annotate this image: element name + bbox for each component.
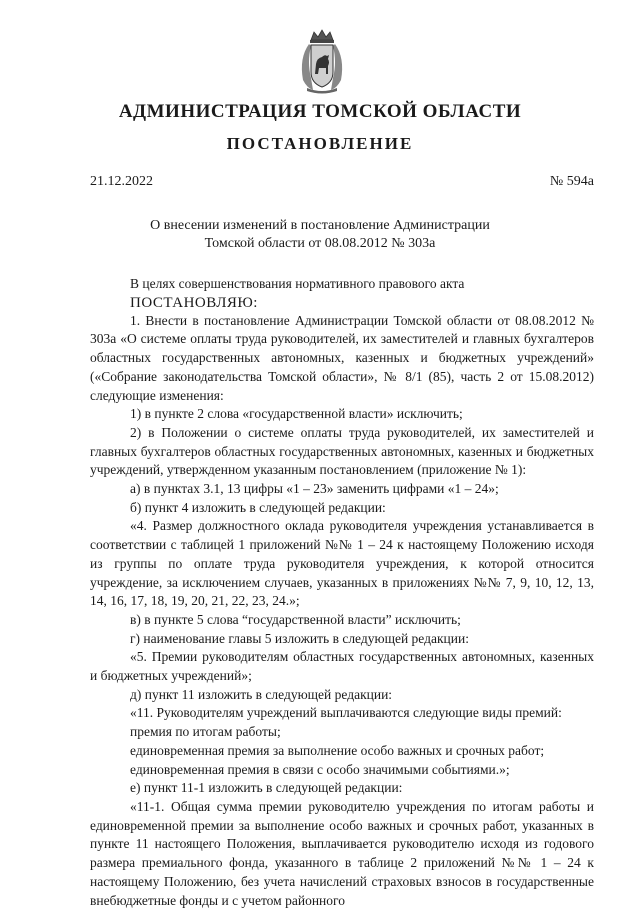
resolution-heading: ПОСТАНОВЛЯЮ: xyxy=(130,294,258,311)
paragraph: «11-1. Общая сумма премии руководителю учреждения по итогам работы и единовременной премии за выполнение особо важных и срочных работ, указанных в пункте 11 настоящего Положения, выплачивается руководителю исходя из годового размера премиального фонда, указанного в таблице 2 приложений №№ 1 – 24 к настоящему Положению, без учета начислений страховых взносов в государственные внебюджетные фонды и с учетом районного xyxy=(90,798,594,908)
document-body xyxy=(90,275,594,910)
document-subject: О внесении изменений в постановление Администрации Томской области от 08.08.2012 № 303а xyxy=(150,218,490,251)
coat-of-arms-icon xyxy=(297,28,347,94)
organization-title: АДМИНИСТРАЦИЯ ТОМСКОЙ ОБЛАСТИ xyxy=(118,101,522,122)
paragraph: д) пункт 11 изложить в следующей редакции: xyxy=(130,686,393,702)
paragraph: а) в пунктах 3.1, 13 цифры «1 – 23» заменить цифрами «1 – 24»; xyxy=(130,481,499,497)
paragraph: в) в пункте 5 слова “государственной власти” исключить; xyxy=(130,611,461,627)
paragraph: «4. Размер должностного оклада руководителя учреждения устанавливается в соответствии с таблицей 1 приложений №№ 1 – 24 к настоящему Положению исходя из группы по оплате труда руководителя учреждения, к которой относится учреждение, за исключением случаев, указанных в приложениях №№ 7, 9, 10, 12, 13, 14, 16, 17, 18, 19, 20, 21, 22, 23, 24.»; xyxy=(90,518,594,609)
paragraph: 1) в пункте 2 слова «государственной власти» исключить; xyxy=(130,406,463,422)
paragraph: В целях совершенствования нормативного правового акта xyxy=(130,276,465,291)
document-type: ПОСТАНОВЛЕНИЕ xyxy=(226,134,414,153)
paragraph: б) пункт 4 изложить в следующей редакции: xyxy=(130,499,386,515)
paragraph: единовременная премия в связи с особо значимыми событиями.»; xyxy=(130,761,510,777)
paragraph: е) пункт 11-1 изложить в следующей редакции: xyxy=(130,780,403,796)
paragraph: 2) в Положении о системе оплаты труда руководителей, их заместителей и главных бухгалтеров областных государственных автономных, казенных и бюджетных учреждений, утвержденном указанным постановлением (приложение № 1): xyxy=(90,424,594,478)
paragraph: «11. Руководителям учреждений выплачиваются следующие виды премий: xyxy=(130,705,562,721)
paragraph: «5. Премии руководителям областных государственных автономных, казенных и бюджетных учреждений»; xyxy=(90,649,594,684)
paragraph: единовременная премия за выполнение особо важных и срочных работ; xyxy=(130,742,545,758)
paragraph: 1. Внести в постановление Администрации Томской области от 08.08.2012 № 303а «О системе оплаты труда руководителей, их заместителей и главных бухгалтеров областных государственных автономных, казенных и бюджетных учреждений» («Собрание законодательства Томской области», № 8/1 (85), часть 2 от 15.08.2012) следующие изменения: xyxy=(90,312,594,403)
paragraph: г) наименование главы 5 изложить в следующей редакции: xyxy=(130,630,469,646)
document-date: 21.12.2022 xyxy=(90,174,153,189)
document-number: № 594а xyxy=(549,174,594,189)
paragraph: премия по итогам работы; xyxy=(130,724,281,740)
